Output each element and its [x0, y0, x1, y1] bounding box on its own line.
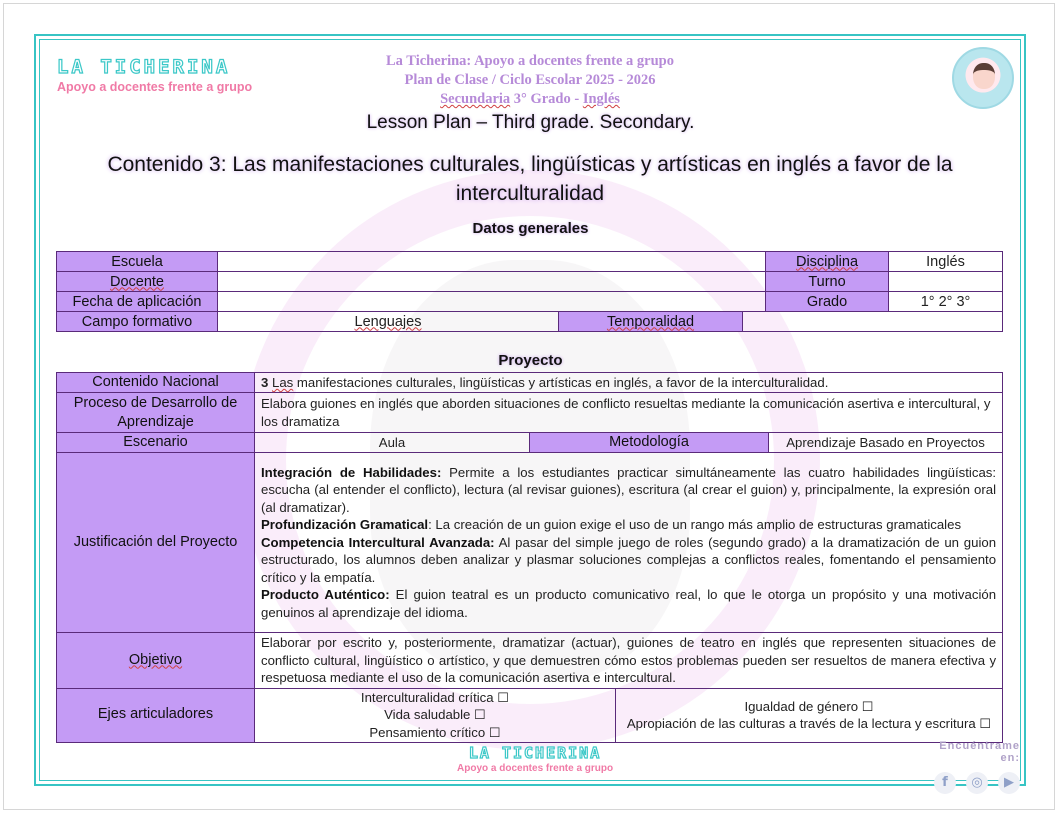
disciplina-field[interactable]: Inglés	[889, 252, 1003, 272]
escenario-label: Escenario	[57, 433, 255, 453]
contenido-nacional-field[interactable]: 3 Las manifestaciones culturales, lingüísticas y artísticas en inglés, a favor de la interculturalidad.	[255, 373, 1003, 393]
logo-subtitle: Apoyo a docentes frente a grupo	[57, 80, 253, 94]
fecha-label: Fecha de aplicación	[57, 292, 218, 312]
proyecto-title: Proyecto	[498, 352, 563, 369]
footer-logo-subtitle: Apoyo a docentes frente a grupo	[457, 763, 614, 774]
header-level: Secundaria	[440, 91, 511, 107]
header-line-2: Plan de Clase / Ciclo Escolar 2025 - 2026	[404, 72, 656, 88]
eje-option-checkbox[interactable]: Apropiación de las culturas a través de la lectura y escritura ☐	[626, 716, 992, 731]
justificacion-item: Integración de Habilidades: Permite a los estudiantes practicar simultáneamente las cuatro habilidades lingüísticas: escucha (al entender el conflicto), lectura (al revisar guiones), escritura (al crear el guion) y, principalmente, la expresión oral (al dramatizar).	[261, 464, 997, 515]
header-grade: 3° Grado -	[510, 91, 583, 107]
ejes-right-list	[616, 688, 1003, 742]
table-row	[57, 373, 1003, 393]
table-row	[57, 433, 1003, 453]
header-line-1: La Ticherina: Apoyo a docentes frente a grupo	[386, 53, 674, 69]
header-line-3	[330, 90, 730, 109]
metodologia-label: Metodología	[530, 433, 769, 453]
ejes-left-list	[255, 688, 616, 742]
contenido-title: Contenido 3: Las manifestaciones culturales, lingüísticas y artísticas en inglés a favor de la interculturalidad	[107, 153, 953, 205]
objetivo-field[interactable]: Elaborar por escrito y, posteriormente, dramatizar (actuar), guiones de teatro en inglés que representen situaciones de conflicto cultural, lingüístico o artístico, y que demuestren cómo estos problemas pueden ser resueltos de manera efectiva y respetuosa mediante el uso de la comunicación asertiva e intercultural.	[255, 633, 1003, 689]
social-links	[920, 740, 1020, 794]
footer-logo	[457, 744, 613, 774]
eje-option-checkbox[interactable]: Igualdad de género ☐	[744, 698, 874, 714]
header-subject: Inglés	[582, 91, 620, 107]
instagram-icon[interactable]: ◎	[966, 772, 988, 794]
logo-title: LA TICHERINA	[57, 56, 231, 78]
table-row	[57, 633, 1003, 689]
table-row	[57, 688, 1003, 742]
contenido-nacional-label: Contenido Nacional	[57, 373, 255, 393]
campo-label: Campo formativo	[57, 312, 218, 332]
objetivo-label: Objetivo	[57, 633, 255, 689]
footer-logo-title: LA TICHERINA	[468, 744, 602, 762]
eje-option-checkbox[interactable]: Pensamiento crítico ☐	[369, 724, 501, 740]
temporalidad-label: Temporalidad	[559, 312, 743, 332]
turno-field[interactable]	[889, 272, 1003, 292]
grado-field[interactable]: 1° 2° 3°	[889, 292, 1003, 312]
avatar-face-icon	[973, 63, 995, 89]
project-table	[56, 372, 1003, 743]
temporalidad-field[interactable]	[743, 312, 1003, 332]
ejes-label: Ejes articuladores	[57, 688, 255, 742]
justificacion-item: Producto Auténtico: El guion teatral es un producto comunicativo real, lo que le otorga un propósito y una motivación genuinos al aprendizaje del idioma.	[261, 587, 997, 620]
justificacion-label: Justificación del Proyecto	[57, 453, 255, 633]
escuela-field[interactable]	[218, 252, 766, 272]
escenario-field[interactable]: Aula	[255, 433, 530, 453]
table-row	[57, 292, 1003, 312]
youtube-icon[interactable]: ▶	[998, 772, 1020, 794]
table-row	[57, 453, 1003, 633]
social-icons	[920, 772, 1020, 794]
table-row	[57, 393, 1003, 433]
table-row	[57, 252, 1003, 272]
escuela-label: Escuela	[57, 252, 218, 272]
brand-logo	[57, 56, 252, 94]
pda-field[interactable]: Elabora guiones en inglés que aborden situaciones de conflicto resueltas mediante la comunicación asertiva e intercultural, y los dramatiza	[255, 393, 1003, 433]
docente-label: Docente	[57, 272, 218, 292]
general-data-table	[56, 251, 1003, 332]
header-info	[330, 52, 730, 109]
facebook-icon[interactable]: f	[934, 772, 956, 794]
fecha-field[interactable]	[218, 292, 766, 312]
justificacion-item: Competencia Intercultural Avanzada: Al pasar del simple juego de roles (segundo grado) a la dramatización de un guion estructurado, los alumnos deben analizar y plasmar soluciones complejas a conflictos reales, fomentando el pensamiento crítico y la empatía.	[261, 534, 997, 585]
turno-label: Turno	[766, 272, 889, 292]
docente-field[interactable]	[218, 272, 766, 292]
table-row	[57, 272, 1003, 292]
avatar-logo	[952, 47, 1014, 109]
grado-label: Grado	[766, 292, 889, 312]
social-label: Encuéntrame en:	[939, 740, 1020, 764]
justificacion-item: Profundización Gramatical: La creación de un guion exige el uso de un rango más amplio de estructuras gramaticales	[261, 517, 962, 533]
eje-option-checkbox[interactable]: Vida saludable ☐	[384, 707, 486, 723]
table-row	[57, 312, 1003, 332]
lesson-title: Lesson Plan – Third grade. Secondary.	[366, 112, 695, 133]
campo-field[interactable]: Lenguajes	[218, 312, 559, 332]
datos-generales-title: Datos generales	[472, 220, 589, 237]
pda-label: Proceso de Desarrollo de Aprendizaje	[57, 393, 255, 433]
justificacion-field[interactable]	[255, 453, 1003, 633]
eje-option-checkbox[interactable]: Interculturalidad crítica ☐	[360, 689, 510, 705]
metodologia-field[interactable]: Aprendizaje Basado en Proyectos	[769, 433, 1003, 453]
disciplina-label: Disciplina	[766, 252, 889, 272]
